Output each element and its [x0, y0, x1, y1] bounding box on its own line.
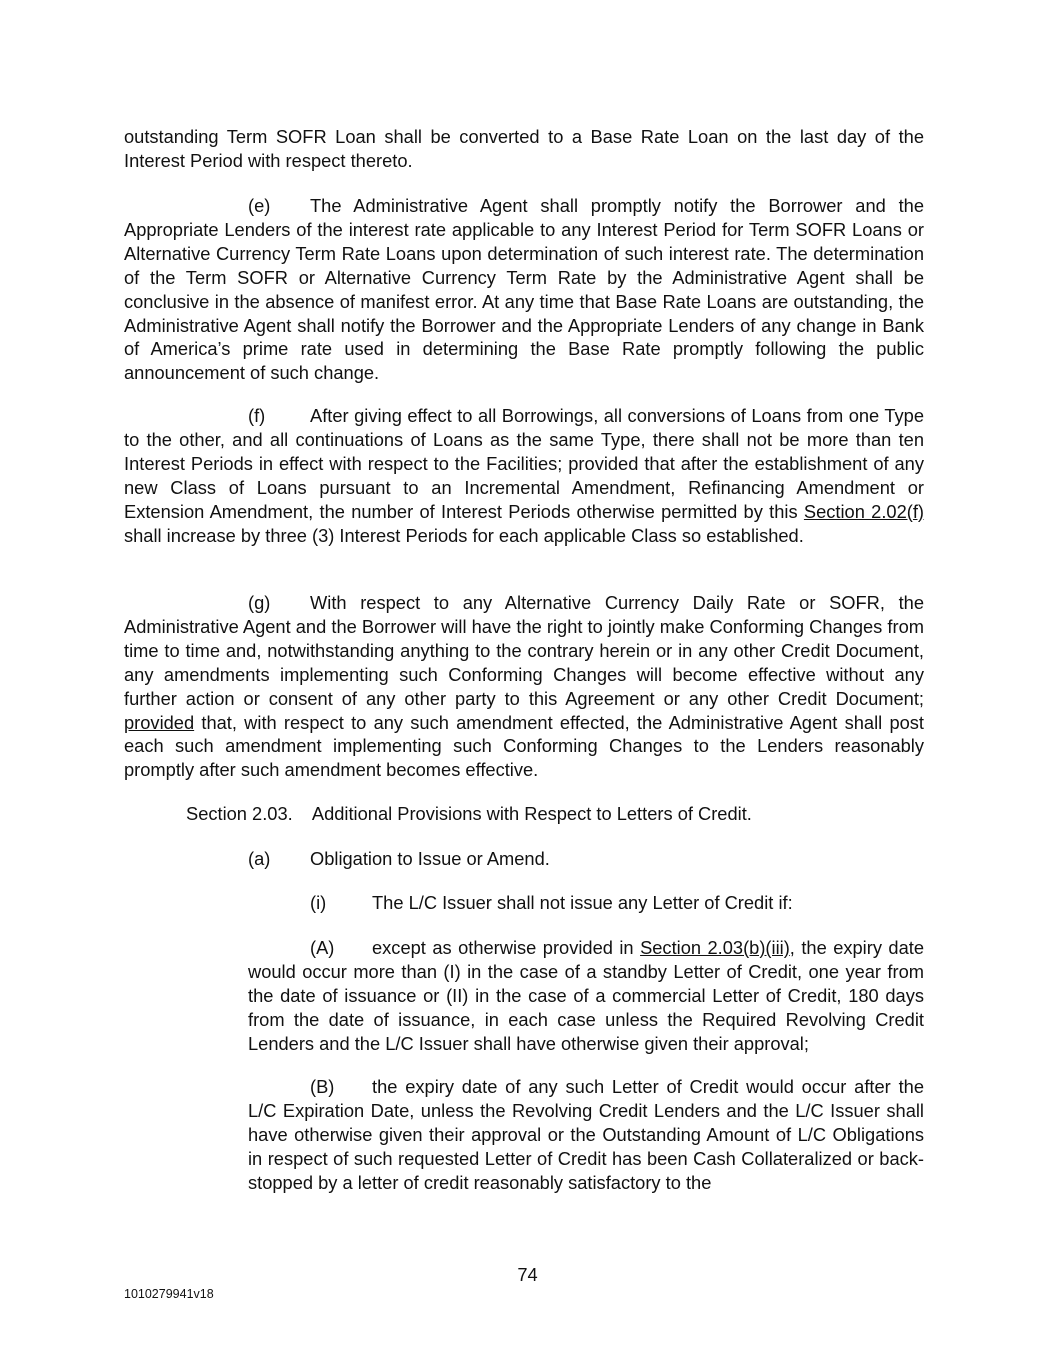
- paragraph-continuation: [124, 125, 924, 173]
- paragraph-text: After giving effect to all Borrowings, all conversions of Loans from one Type to the other, and all continuations of Loans as the same Type, there shall not be more than ten Interest Periods in effect with respect to the Facilities; provided that after the establishment of any new Class of Loans pursuant to an Incremental Amendment, Refinancing Amendment or Extension Amendment, the number of Interest Periods otherwise permitted by this: [124, 405, 924, 522]
- paragraph-text: Obligation to Issue or Amend.: [310, 848, 550, 869]
- paragraph-text: outstanding Term SOFR Loan shall be converted to a Base Rate Loan on the last day of the Interest Period with respect thereto.: [124, 126, 924, 171]
- clause-i: [310, 891, 793, 915]
- section-reference-link[interactable]: Section 2.03(b)(iii): [640, 937, 790, 958]
- paragraph-text: , the expiry date would occur more than (I) in the case of a standby Letter of Credit, one year from the date of issuance or (II) in the case of a commercial Letter of Credit, 180 days from the date of issuance, in each case unless the Required Revolving Credit Lenders and the L/C Issuer shall have otherwise given their approval;: [248, 937, 924, 1054]
- paragraph-text: except as otherwise provided in: [372, 937, 641, 958]
- provided-term: provided: [124, 711, 195, 733]
- paragraph-g: [124, 591, 924, 782]
- paragraph-label: (g): [248, 592, 271, 613]
- clause-A: [248, 936, 924, 1056]
- section-reference-link[interactable]: Section 2.02(f): [803, 500, 925, 522]
- page-number: 74: [517, 1264, 538, 1285]
- section-heading: [186, 802, 752, 826]
- section-number: Section 2.03.: [186, 803, 293, 824]
- paragraph-f: [124, 404, 924, 547]
- paragraph-label: (a): [248, 848, 271, 869]
- paragraph-label: (A): [310, 937, 335, 958]
- paragraph-label: (B): [310, 1076, 335, 1097]
- document-id: 1010279941v18: [124, 1287, 214, 1301]
- paragraph-label: (f): [248, 405, 266, 426]
- section-title: Additional Provisions with Respect to Letters of Credit.: [311, 803, 752, 824]
- paragraph-text: that, with respect to any such amendment effected, the Administrative Agent shall post each such amendment implementing such Conforming Changes to the Lenders reasonably promptly after such amendment becomes effective.: [124, 711, 924, 781]
- paragraph-text: shall increase by three (3) Interest Periods for each applicable Class so established.: [124, 524, 804, 546]
- paragraph-e: [124, 194, 924, 385]
- paragraph-text: The L/C Issuer shall not issue any Letter of Credit if:: [372, 892, 793, 913]
- paragraph-label: (e): [248, 195, 271, 216]
- paragraph-text: The Administrative Agent shall promptly notify the Borrower and the Appropriate Lenders of the interest rate applicable to any Interest Period for Term SOFR Loans or Alternative Currency Term Rate Loans upon determination of such interest rate. The determination of the Term SOFR or Alternative Currency Term Rate by the Administrative Agent shall be conclusive in the absence of manifest error. At any time that Base Rate Loans are outstanding, the Administrative Agent shall notify the Borrower and the Appropriate Lenders of any change in Bank of America’s prime rate used in determining the Base Rate promptly following the public announcement of such change.: [124, 195, 924, 384]
- clause-B: [248, 1075, 924, 1195]
- paragraph-text: With respect to any Alternative Currency Daily Rate or SOFR, the Administrative Agent and the Borrower will have the right to jointly make Conforming Changes from time to time and, notwithstanding anything to the contrary herein or in any other Credit Document, any amendments implementing such Conforming Changes will become effective without any further action or consent of any other party to this Agreement or any other Credit Document;: [124, 592, 924, 709]
- paragraph-text: the expiry date of any such Letter of Credit would occur after the L/C Expiration Date, unless the Revolving Credit Lenders and the L/C Issuer shall have otherwise given their approval or the Outstanding Amount of L/C Obligations in respect of such requested Letter of Credit has been Cash Collateralized or back-stopped by a letter of credit reasonably satisfactory to the: [248, 1076, 924, 1193]
- paragraph-label: (i): [310, 892, 327, 913]
- subsection-a: [248, 847, 550, 871]
